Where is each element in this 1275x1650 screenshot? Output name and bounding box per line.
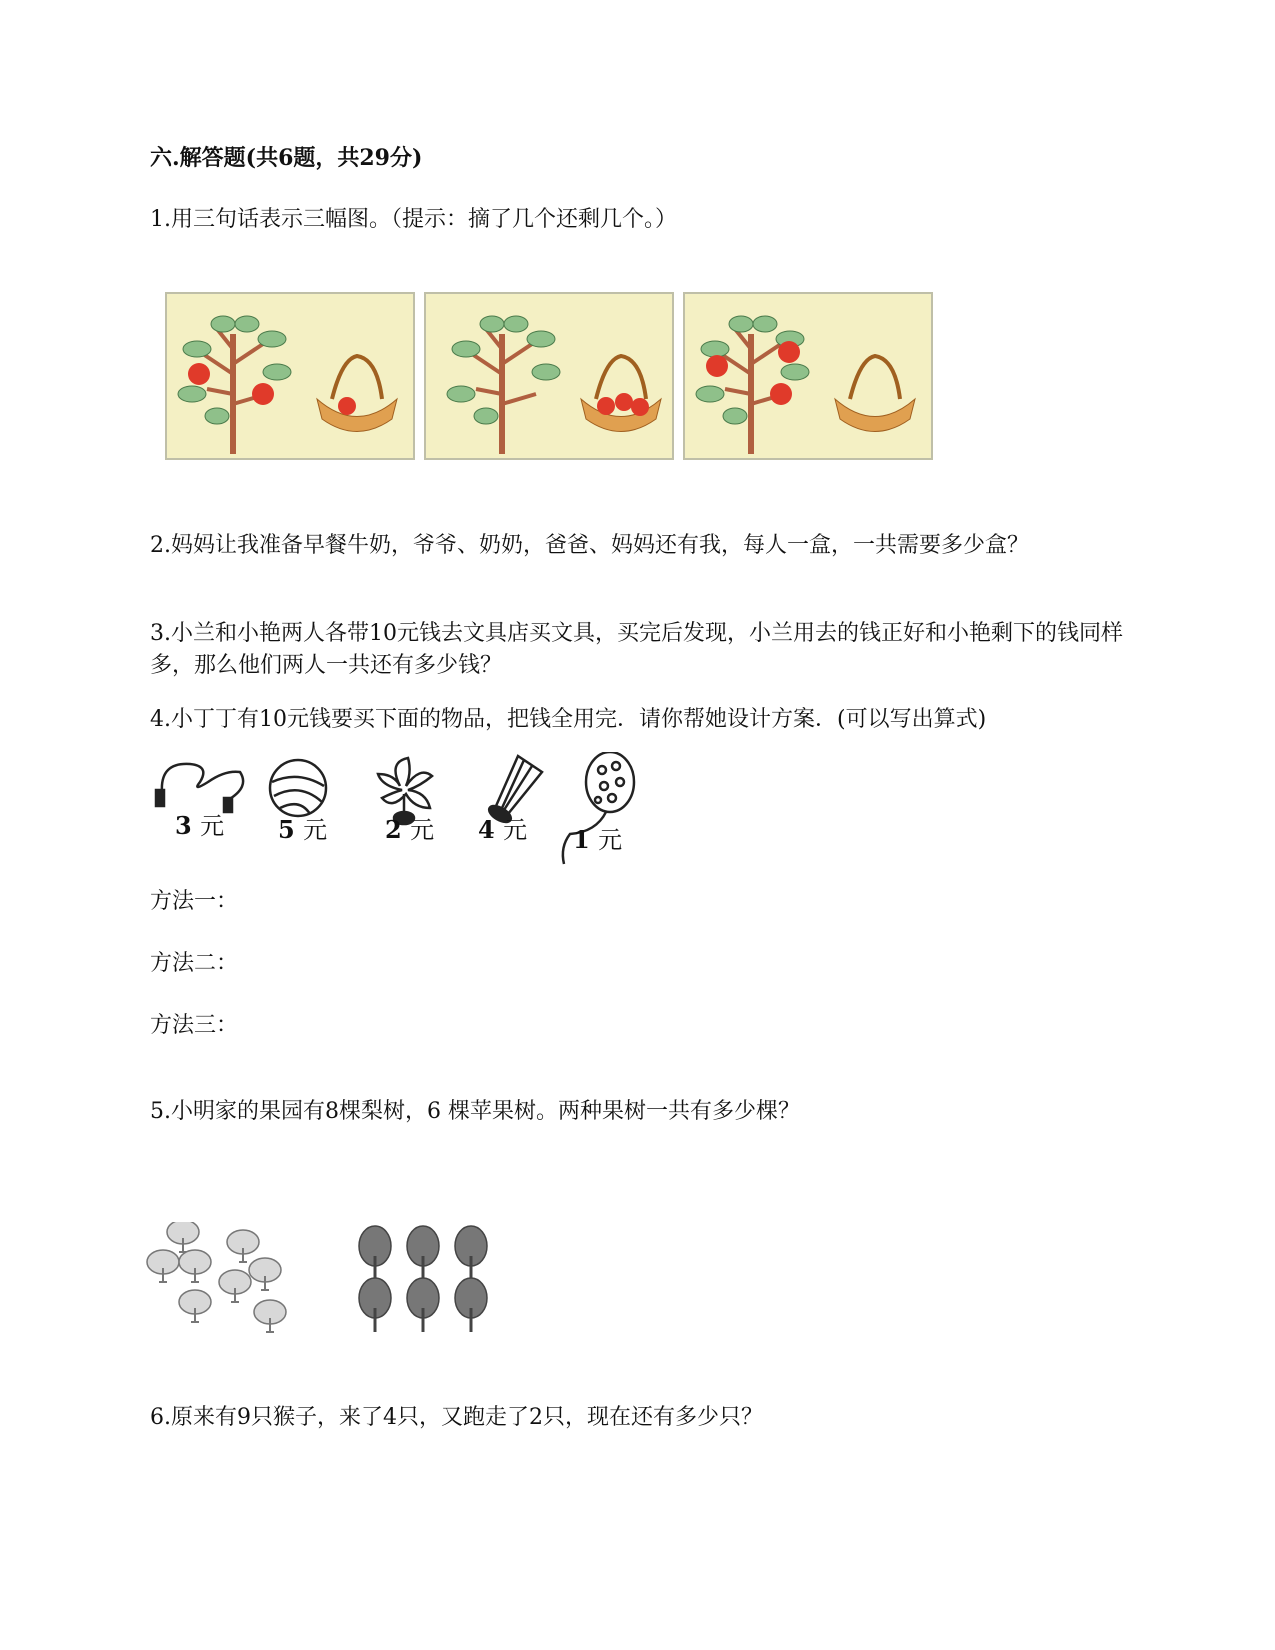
question-1: 1.用三句话表示三幅图。（提示：摘了几个还剩几个。）	[150, 207, 677, 232]
picture-panel-1	[165, 292, 415, 460]
orchard-trees-illustration	[145, 1222, 505, 1352]
tree-basket-illustration	[685, 294, 931, 458]
price-balloon: 1 元	[573, 825, 623, 854]
price-pinwheel: 2 元	[385, 815, 435, 844]
picture-panel-3	[683, 292, 933, 460]
question-2: 2.妈妈让我准备早餐牛奶，爷爷、奶奶，爸爸、妈妈还有我，每人一盒，一共需要多少盒？	[150, 533, 1029, 558]
jump-rope-icon	[156, 764, 243, 812]
method-2: 方法二：	[150, 951, 239, 976]
picture-panel-2	[424, 292, 674, 460]
price-shuttlecock: 4 元	[478, 815, 528, 844]
tree-basket-illustration	[167, 294, 413, 458]
tree-basket-illustration	[426, 294, 672, 458]
question-3: 3.小兰和小艳两人各带10元钱去文具店买文具，买完后发现，小兰用去的钱正好和小艳剩下的钱同样多，那么他们两人一共还有多少钱？	[150, 621, 1123, 678]
question-6: 6.原来有9只猴子，来了4只，又跑走了2只，现在还有多少只？	[150, 1405, 763, 1430]
question-4: 4.小丁丁有10元钱要买下面的物品，把钱全用完．请你帮她设计方案．(可以写出算式)	[150, 707, 987, 732]
price-ball: 5 元	[278, 815, 328, 844]
apple-trees	[359, 1226, 487, 1332]
section-title: 六.解答题(共6题，共29分)	[150, 145, 423, 171]
method-3: 方法三：	[150, 1013, 239, 1038]
question-5: 5.小明家的果园有8棵梨树，6 棵苹果树。两种果树一共有多少棵？	[150, 1099, 800, 1124]
method-1: 方法一：	[150, 889, 239, 914]
price-jump-rope: 3 元	[175, 811, 225, 840]
ball-icon	[270, 760, 326, 816]
pear-trees	[147, 1222, 286, 1332]
